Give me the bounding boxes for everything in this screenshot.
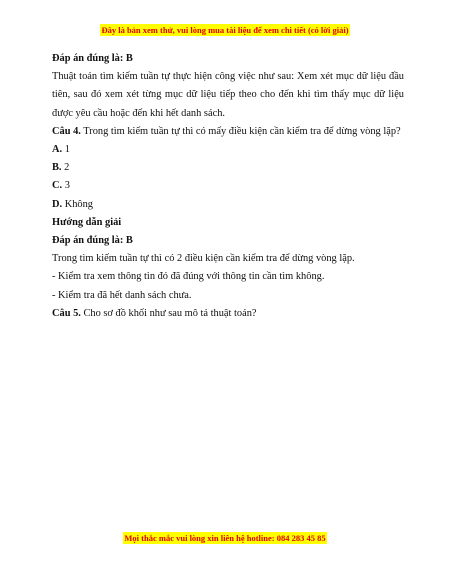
option-b xyxy=(52,159,404,177)
option-a-text: 1 xyxy=(62,144,70,156)
option-b-text: 2 xyxy=(61,162,70,174)
q4-explanation-line-3: - Kiểm tra đã hết danh sách chưa. xyxy=(52,289,192,301)
question-4 xyxy=(52,123,404,141)
document-body xyxy=(52,50,404,323)
prev-explanation: Thuật toán tìm kiếm tuần tự thực hiện công việc như sau: Xem xét mục dữ liệu đầu tiên, sau đó xem xét từng mục dữ liệu tiếp theo cho đến khi tìm thấy mục dữ liệu được yêu cầu hoặc đến khi hết danh sách. xyxy=(52,71,404,119)
option-c xyxy=(52,177,404,195)
question-4-text: Trong tìm kiếm tuần tự thì có mấy điều kiện cần kiểm tra để dừng vòng lặp? xyxy=(80,125,401,137)
option-d-letter: D. xyxy=(52,198,63,210)
prev-answer: Đáp án đúng là: B xyxy=(52,53,133,64)
preview-banner-text: Đây là bản xem thử, vui lòng mua tài liệu để xem chi tiết (có lời giải) xyxy=(101,25,349,35)
q4-answer: Đáp án đúng là: B xyxy=(52,235,133,247)
hotline-banner-text: Mọi thắc mắc vui lòng xin liên hệ hotline: 084 283 45 85 xyxy=(124,533,326,543)
option-c-letter: C. xyxy=(52,180,63,192)
question-5 xyxy=(52,305,404,323)
option-d-text: Không xyxy=(62,198,93,210)
q4-explanation-line-1: Trong tìm kiếm tuần tự thì có 2 điều kiện cần kiểm tra để dừng vòng lặp. xyxy=(52,253,355,265)
preview-banner xyxy=(0,25,450,36)
guide-heading: Hướng dẫn giải xyxy=(52,216,122,228)
option-a-letter: A. xyxy=(52,144,63,156)
question-5-label: Câu 5. xyxy=(52,307,81,319)
option-a xyxy=(52,141,404,159)
q4-explanation-line-2: - Kiểm tra xem thông tin đó đã đúng với thông tin cần tìm không. xyxy=(52,271,325,283)
option-d xyxy=(52,196,404,214)
option-c-text: 3 xyxy=(62,180,70,192)
option-b-letter: B. xyxy=(52,162,62,174)
question-4-label: Câu 4. xyxy=(52,125,81,137)
question-5-text: Cho sơ đồ khối như sau mô tả thuật toán? xyxy=(80,307,257,319)
hotline-banner xyxy=(0,533,450,544)
